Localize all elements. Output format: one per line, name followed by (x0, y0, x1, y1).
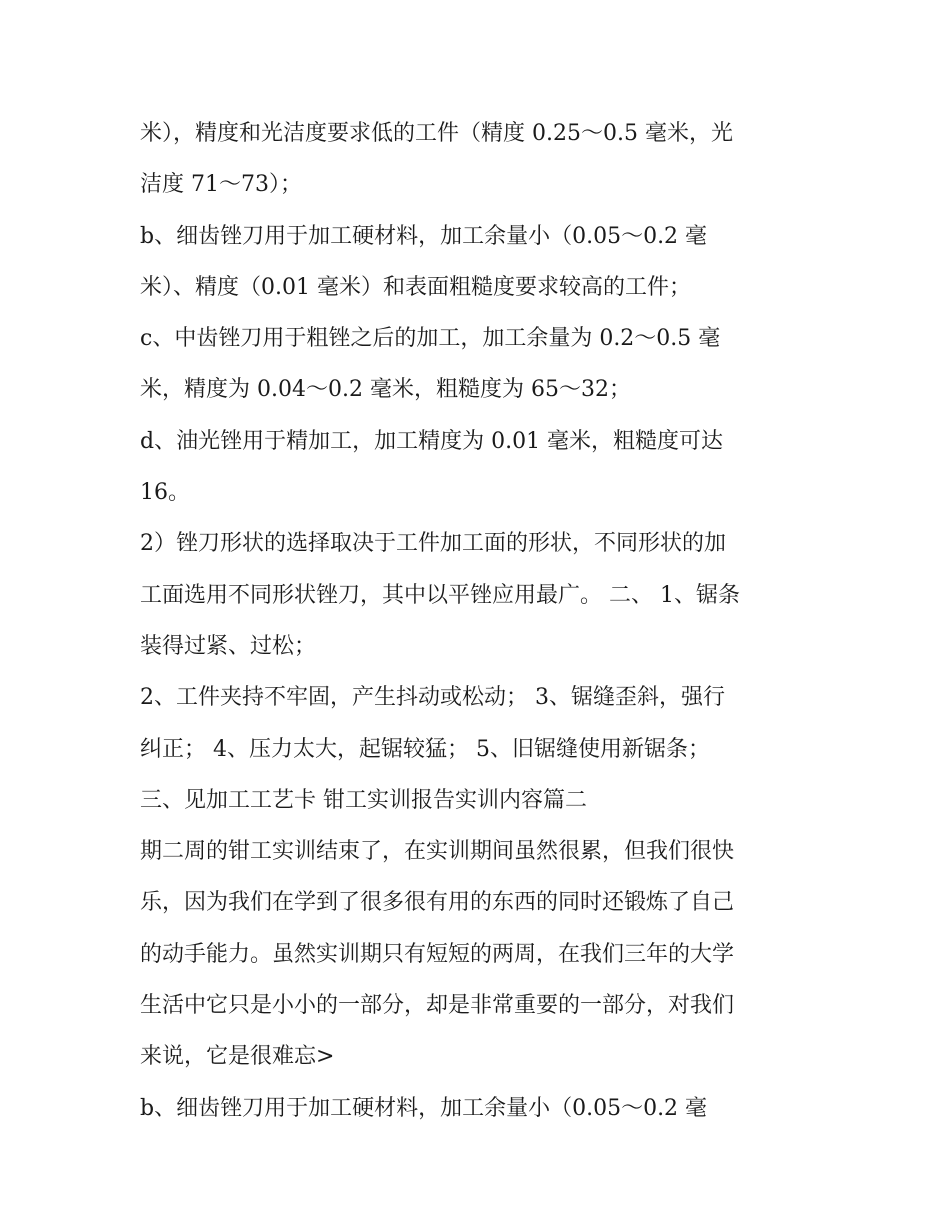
text-line: 2、工件夹持不牢固，产生抖动或松动； 3、锯缝歪斜，强行 (140, 685, 725, 711)
text-line: 的动手能力。虽然实训期只有短短的两周，在我们三年的大学 (140, 941, 735, 967)
text-line: 生活中它只是小小的一部分，却是非常重要的一部分，对我们 (140, 993, 735, 1019)
text-line: 米，精度为 0.04～0.2 毫米，粗糙度为 65～32； (140, 377, 631, 403)
text-line: 洁度 71～73）； (140, 172, 302, 198)
text-line: 装得过紧、过松； (140, 633, 317, 659)
text-line: 工面选用不同形状锉刀，其中以平锉应用最广。 二、 1、锯条 (140, 582, 740, 608)
text-line: d、油光锉用于精加工，加工精度为 0.01 毫米，粗糙度可达 (140, 428, 724, 454)
text-line: 期二周的钳工实训结束了，在实训期间虽然很累，但我们很快 (140, 839, 735, 865)
text-line: 三、见加工工艺卡 钳工实训报告实训内容篇二 (140, 787, 587, 813)
text-line: b、细齿锉刀用于加工硬材料，加工余量小（0.05～0.2 毫 (140, 1095, 708, 1121)
text-line: b、细齿锉刀用于加工硬材料，加工余量小（0.05～0.2 毫 (140, 223, 708, 249)
text-line: 来说，它是很难忘> (140, 1044, 335, 1070)
text-line: 米），精度和光洁度要求低的工件（精度 0.25～0.5 毫米，光 (140, 121, 733, 146)
text-line: c、中齿锉刀用于粗锉之后的加工，加工余量为 0.2～0.5 毫 (140, 326, 721, 352)
text-line: 2）锉刀形状的选择取决于工件加工面的形状，不同形状的加 (140, 531, 726, 557)
document-body (140, 108, 830, 1134)
text-line: 16。 (140, 480, 190, 506)
text-line: 乐，因为我们在学到了很多很有用的东西的同时还锻炼了自己 (140, 890, 735, 916)
text-line: 米）、精度（0.01 毫米）和表面粗糙度要求较高的工件； (140, 274, 691, 300)
text-line: 纠正； 4、压力太大，起锯较猛； 5、旧锯缝使用新锯条； (140, 736, 710, 762)
